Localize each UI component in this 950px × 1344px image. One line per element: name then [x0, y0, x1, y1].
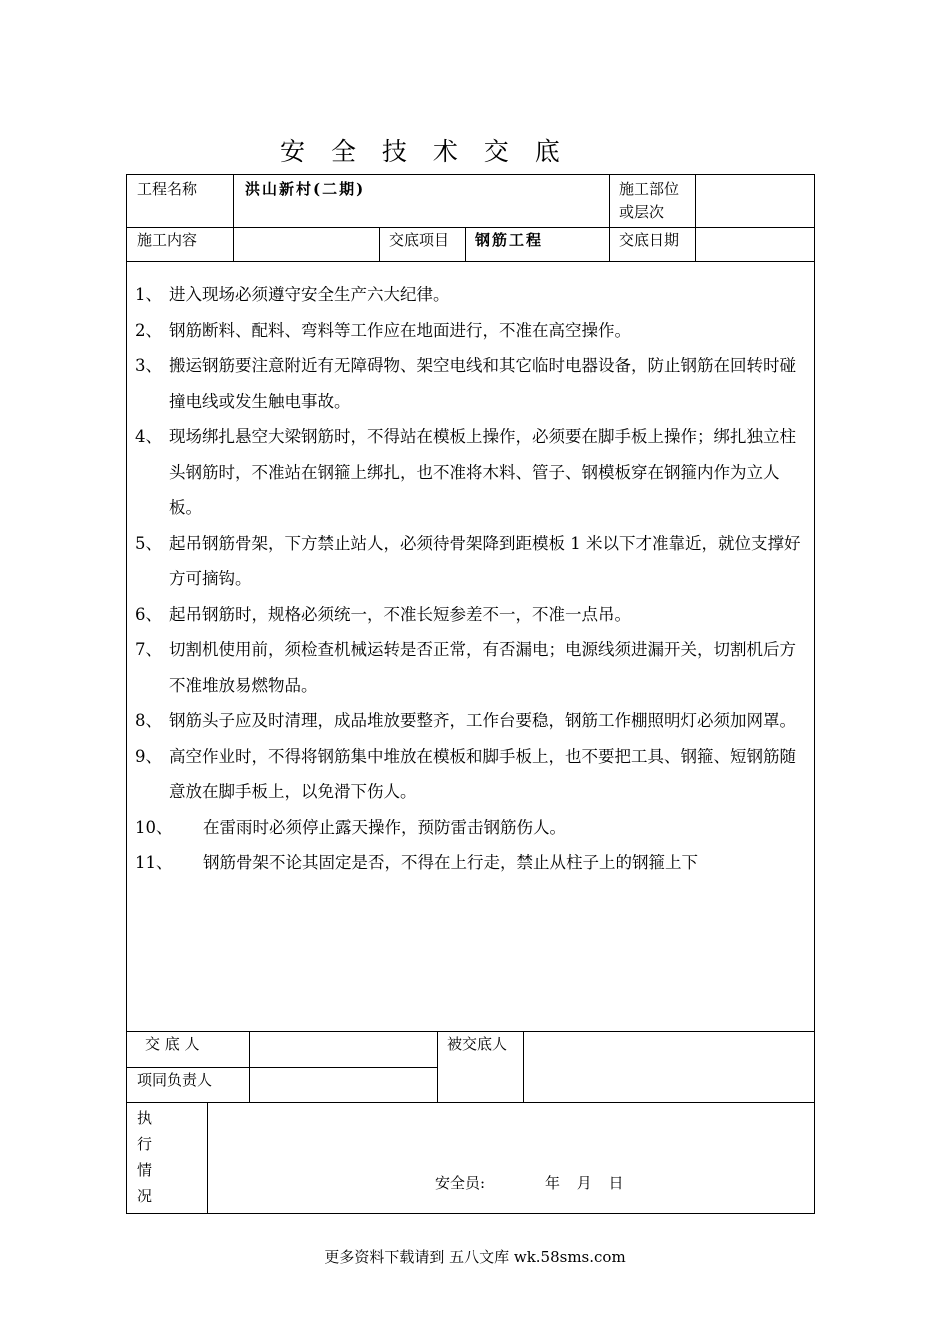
- footer-source: 更多资料下载请到 五八文库 wk.58sms.com: [324, 1248, 626, 1266]
- safety-officer-label: 安全员:: [435, 1174, 486, 1192]
- safety-items-list: [135, 277, 807, 881]
- recipient-label: 被交底人: [447, 1035, 508, 1053]
- location-label-line1: 施工部位: [619, 180, 680, 198]
- date-label: 交底日期: [619, 231, 680, 249]
- item-label: 交底项目: [389, 231, 450, 249]
- list-item: 4、 现场绑扎悬空大梁钢筋时，不得站在模板上操作，必须要在脚手板上操作；绑扎独立柱头钢筋时，不准站在钢箍上绑扎，也不准将木料、管子、钢模板穿在钢箍内作为立人板。: [135, 427, 796, 517]
- discloser-label: 交 底 人: [145, 1035, 200, 1053]
- col-divider: [609, 175, 610, 261]
- disclosure-form: [126, 174, 815, 1214]
- execution-date: 年 月 日: [545, 1174, 624, 1192]
- col-divider: [437, 1031, 438, 1102]
- content-label: 施工内容: [137, 231, 198, 249]
- list-item: 1、 进入现场必须遵守安全生产六大纪律。: [135, 285, 450, 304]
- list-item: 8、 钢筋头子应及时清理，成品堆放要整齐，工作台要稳，钢筋工作棚照明灯必须加网罩。: [135, 711, 796, 730]
- list-item: 9、 高空作业时，不得将钢筋集中堆放在模板和脚手板上，也不要把工具、钢箍、短钢筋随意放在脚手板上，以免滑下伤人。: [135, 746, 796, 801]
- list-item: 10、 在雷雨时必须停止露天操作，预防雷击钢筋伤人。: [135, 817, 566, 837]
- project-name-value: 洪山新村(二期): [245, 180, 366, 198]
- execution-label: 执 行 情 况: [137, 1109, 153, 1205]
- list-item: 11、 钢筋骨架不论其固定是否，不得在上行走，禁止从柱子上的钢箍上下: [135, 853, 698, 872]
- col-divider: [249, 1031, 250, 1102]
- location-label-line2: 或层次: [619, 203, 665, 221]
- col-divider: [233, 175, 234, 261]
- list-item: 2、 钢筋断料、配料、弯料等工作应在地面进行，不准在高空操作。: [135, 320, 631, 340]
- col-divider: [523, 1031, 524, 1102]
- row-divider: [127, 261, 814, 262]
- item-value: 钢筋工程: [475, 231, 544, 249]
- document-title: 安 全 技 术 交 底: [280, 137, 569, 166]
- row-divider: [127, 1102, 814, 1103]
- col-divider: [695, 175, 696, 261]
- col-divider: [379, 227, 380, 261]
- manager-label: 项同负责人: [137, 1071, 213, 1089]
- list-item: 5、 起吊钢筋骨架，下方禁止站人，必须待骨架降到距模板 1 米以下才准靠近，就位支撑好方可摘钩。: [135, 533, 801, 588]
- row-divider: [127, 227, 814, 228]
- col-divider: [465, 227, 466, 261]
- list-item: 3、 搬运钢筋要注意附近有无障碍物、架空电线和其它临时电器设备，防止钢筋在回转时碰撞电线或发生触电事故。: [135, 356, 796, 411]
- project-name-label: 工程名称: [137, 180, 198, 198]
- col-divider: [207, 1102, 208, 1213]
- list-item: 6、 起吊钢筋时，规格必须统一，不准长短参差不一，不准一点吊。: [135, 604, 631, 624]
- list-item: 7、 切割机使用前，须检查机械运转是否正常，有否漏电；电源线须进漏开关，切割机后方不准堆放易燃物品。: [135, 640, 796, 695]
